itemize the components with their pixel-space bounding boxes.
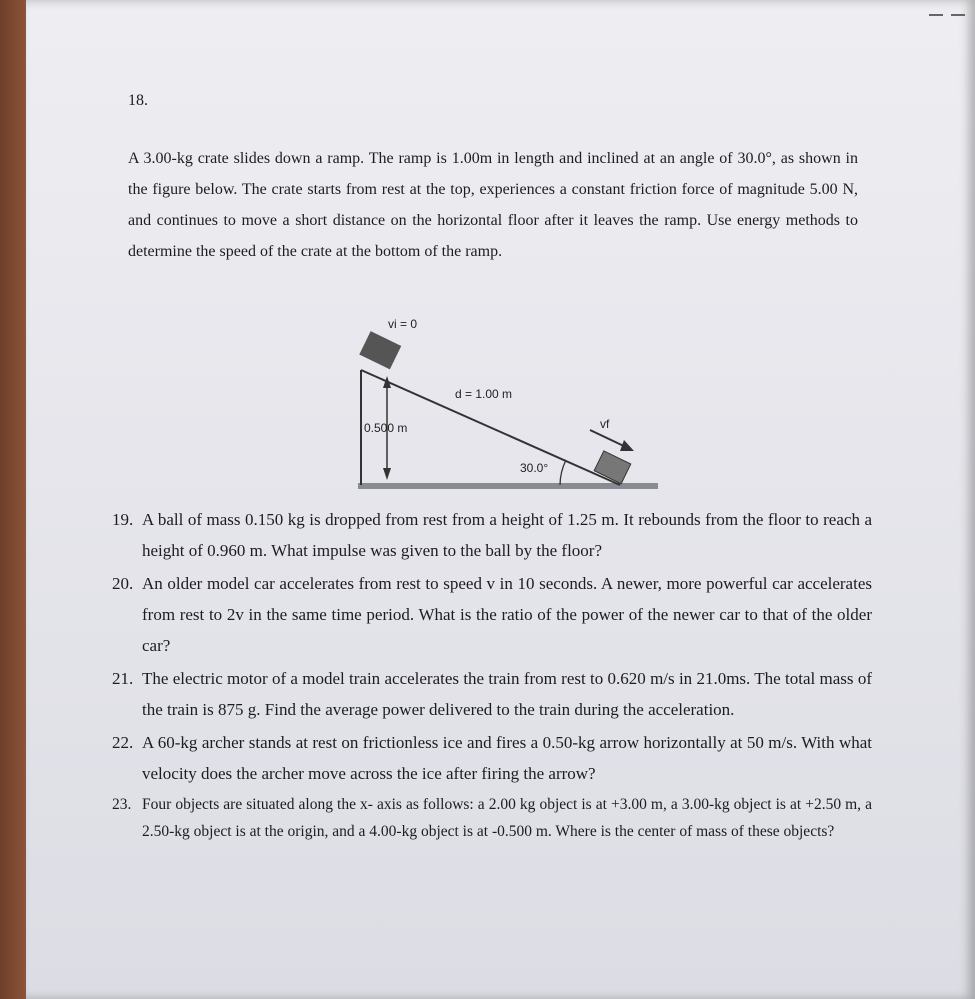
question-number: 22. xyxy=(112,733,134,752)
height-label: 0.500 m xyxy=(364,421,408,435)
question-number: 19. xyxy=(112,510,134,529)
crate-bottom xyxy=(594,451,631,484)
angle-label: 30.0° xyxy=(520,461,549,475)
question-19 xyxy=(112,504,872,566)
floor-line xyxy=(358,483,658,489)
problem-18-number: 18. xyxy=(128,92,148,109)
velocity-arrow-icon xyxy=(620,440,634,451)
question-text: A ball of mass 0.150 kg is dropped from rest from a height of 1.25 m. It rebounds from the floor to reach a height of 0.960 m. What impulse was given to the ball by the floor? xyxy=(142,510,872,560)
ramp-diagram xyxy=(350,300,670,500)
question-23 xyxy=(112,791,872,845)
question-number: 20. xyxy=(112,574,134,593)
down-arrow-icon xyxy=(383,468,391,480)
corner-pen-mark xyxy=(929,14,969,20)
question-20 xyxy=(112,568,872,661)
ramp-figure xyxy=(350,300,670,500)
question-text: An older model car accelerates from rest to speed v in 10 seconds. A newer, more powerful car accelerates from rest to 2v in the same time period. What is the ratio of the power of the newer car to that of the older car? xyxy=(142,574,872,655)
vi-label: vi = 0 xyxy=(388,317,418,331)
question-list xyxy=(112,504,872,847)
question-22 xyxy=(112,727,872,789)
question-text: A 60-kg archer stands at rest on frictionless ice and fires a 0.50-kg arrow horizontally at 50 m/s. With what velocity does the archer move across the ice after firing the arrow? xyxy=(142,733,872,783)
crate-top xyxy=(359,331,401,369)
distance-label: d = 1.00 m xyxy=(455,387,513,401)
question-text: Four objects are situated along the x- axis as follows: a 2.00 kg object is at +3.00 m, a 3.00-kg object is at +2.50 m, a 2.50-kg object is at the origin, and a 4.00-kg object is at -0.500 m. Where is the center of mass of these objects? xyxy=(142,796,872,840)
vf-label: vf xyxy=(600,417,610,431)
question-number: 21. xyxy=(112,669,134,688)
question-21 xyxy=(112,663,872,725)
problem-18-text: A 3.00-kg crate slides down a ramp. The ramp is 1.00m in length and inclined at an angle of 30.0°, as shown in the figure below. The crate starts from rest at the top, experiences a constant friction force of magnitude 5.00 N, and continues to move a short distance on the horizontal floor after it leaves the ramp. Use energy methods to determine the speed of the crate at the bottom of the ramp. xyxy=(128,150,858,260)
question-text: The electric motor of a model train accelerates the train from rest to 0.620 m/s in 21.0ms. The total mass of the train is 875 g. Find the average power delivered to the train during the acceleration. xyxy=(142,669,872,719)
angle-arc xyxy=(560,460,566,485)
question-number: 23. xyxy=(112,796,132,813)
